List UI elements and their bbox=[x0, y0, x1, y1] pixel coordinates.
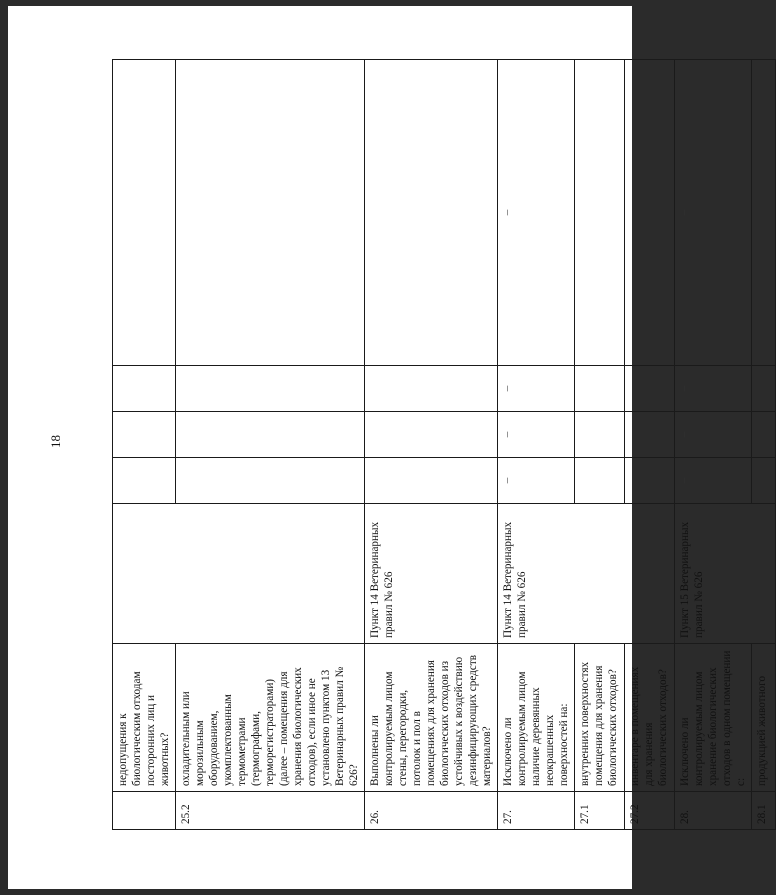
row-answer-na bbox=[113, 366, 176, 412]
row-answer-na bbox=[176, 366, 365, 412]
row-answer-no bbox=[365, 412, 498, 458]
row-question: недопущения к биологическим отходам посторонних лиц и животных? bbox=[113, 644, 176, 792]
row-note: – bbox=[498, 60, 575, 366]
row-note bbox=[113, 60, 176, 366]
row-answer-na bbox=[752, 366, 776, 412]
row-answer-no bbox=[176, 412, 365, 458]
row-reference: Пункт 14 Ветеринарных правил № 626 bbox=[365, 504, 498, 644]
row-answer-na bbox=[575, 366, 625, 412]
row-number: 27. bbox=[498, 792, 575, 830]
row-answer-yes bbox=[365, 458, 498, 504]
table-row bbox=[498, 60, 575, 830]
table-row bbox=[176, 60, 365, 830]
row-reference bbox=[113, 504, 365, 644]
row-note bbox=[575, 60, 625, 366]
row-number: 26. bbox=[365, 792, 498, 830]
row-number: 27.1 bbox=[575, 792, 625, 830]
row-reference: Пункт 14 Ветеринарных правил № 626 bbox=[498, 504, 675, 644]
row-number: 28.1 bbox=[752, 792, 776, 830]
row-note bbox=[752, 60, 776, 366]
row-question: продукцией животного bbox=[752, 644, 776, 792]
row-question: инвентаре в помещениях для хранения биологических отходов? bbox=[625, 644, 675, 792]
checklist-table bbox=[112, 59, 776, 830]
row-note bbox=[625, 60, 675, 366]
table-row bbox=[625, 60, 675, 830]
page-number: 18 bbox=[48, 435, 63, 448]
row-answer-yes bbox=[575, 458, 625, 504]
row-answer-na: – bbox=[675, 366, 752, 412]
row-answer-no: – bbox=[675, 412, 752, 458]
row-reference: Пункт 15 Ветеринарных правил № 626 bbox=[675, 504, 776, 644]
row-answer-no bbox=[625, 412, 675, 458]
row-note bbox=[365, 60, 498, 366]
checklist-table-rotated bbox=[112, 60, 768, 830]
row-answer-no bbox=[575, 412, 625, 458]
row-question: Исключено ли контролируемым лицом хранение биологических отходов в одном помещении с: bbox=[675, 644, 752, 792]
row-answer-yes bbox=[752, 458, 776, 504]
table-row bbox=[675, 60, 752, 830]
table-row bbox=[113, 60, 176, 830]
row-answer-na: – bbox=[498, 366, 575, 412]
row-answer-yes: – bbox=[675, 458, 752, 504]
table-row bbox=[752, 60, 776, 830]
row-answer-no: – bbox=[498, 412, 575, 458]
row-number: 27.2 bbox=[625, 792, 675, 830]
row-question: Выполнены ли контролируемым лицом стены, перегородки, потолок и пол в помещениях для хранения биологических отходов из устойчивых к воздействию дезинфицирующих средств материалов? bbox=[365, 644, 498, 792]
row-answer-no bbox=[752, 412, 776, 458]
row-number: 28. bbox=[675, 792, 752, 830]
row-answer-yes: – bbox=[498, 458, 575, 504]
row-answer-na bbox=[365, 366, 498, 412]
row-answer-yes bbox=[176, 458, 365, 504]
row-question: охладительным или морозильным оборудованием, укомплектованным термометрами (термографами, терморегистраторами) (далее – помещения для хранения биологических отходов), если иное не установлено пунктом 13 Ветеринарных правил № 626? bbox=[176, 644, 365, 792]
row-answer-yes bbox=[113, 458, 176, 504]
table-row bbox=[365, 60, 498, 830]
row-number: 25.2 bbox=[176, 792, 365, 830]
row-answer-no bbox=[113, 412, 176, 458]
row-question: внутренних поверхностях помещения для хранения биологических отходов? bbox=[575, 644, 625, 792]
row-number bbox=[113, 792, 176, 830]
row-answer-yes bbox=[625, 458, 675, 504]
row-note: – bbox=[675, 60, 752, 366]
row-answer-na bbox=[625, 366, 675, 412]
row-question: Исключено ли контролируемым лицом наличие деревянных неокрашенных поверхностей на: bbox=[498, 644, 575, 792]
row-note bbox=[176, 60, 365, 366]
table-row bbox=[575, 60, 625, 830]
